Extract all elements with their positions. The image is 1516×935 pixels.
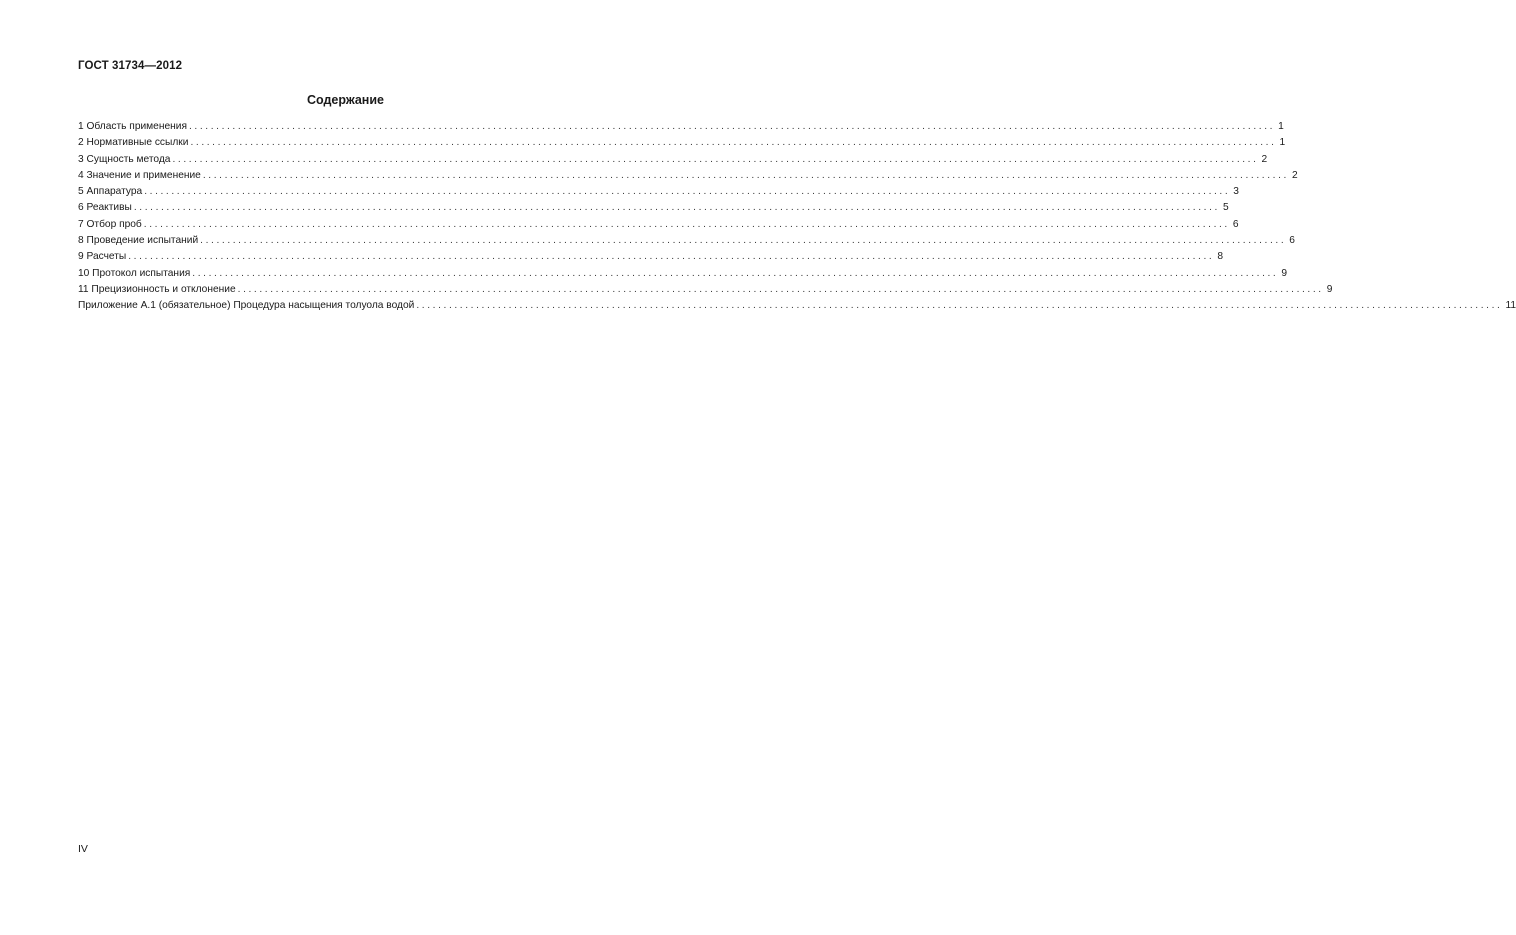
toc-entry[interactable] [78, 282, 1333, 298]
toc-entry-label: 6 Реактивы [78, 202, 132, 214]
toc-entry[interactable] [78, 217, 1239, 233]
toc-entry[interactable] [78, 135, 1286, 151]
toc-entry-page: 2 [1261, 153, 1268, 165]
toc-leader-dots: ........................................................................................................................................................................................................ [416, 300, 1503, 312]
toc-leader-dots: ........................................................................................................................................................................................................ [190, 137, 1277, 149]
toc-leader-dots: ........................................................................................................................................................................................................ [133, 202, 1220, 214]
toc-entry-page: 1 [1278, 121, 1284, 132]
toc-entry[interactable] [78, 168, 1298, 184]
toc-entry-page: 9 [1326, 283, 1333, 295]
toc-leader-dots: ........................................................................................................................................................................................................ [144, 186, 1231, 198]
toc-entry[interactable] [78, 152, 1268, 168]
toc-leader-dots: ........................................................................................................................................................................................................ [172, 153, 1259, 165]
toc-entry-label: 5 Аппаратура [78, 186, 143, 198]
toc-entry-label: 3 Сущность метода [78, 153, 171, 165]
toc-leader-dots: ........................................................................................................................................................................................................ [188, 121, 1276, 132]
toc-leader-dots: ........................................................................................................................................................................................................ [237, 283, 1324, 295]
toc-entry-page: 1 [1279, 137, 1286, 149]
toc-entry-page: 2 [1291, 169, 1298, 181]
toc-title: Содержание [306, 93, 384, 107]
table-of-contents [78, 119, 1516, 315]
toc-entry-label: Приложение А.1 (обязательное) Процедура насыщения толуола водой [78, 300, 415, 312]
toc-entry-page: 11 [1505, 300, 1516, 312]
toc-entry-label: 7 Отбор проб [78, 218, 142, 230]
toc-entry-page: 6 [1289, 235, 1295, 247]
toc-entry-page: 3 [1233, 186, 1239, 198]
toc-leader-dots: ........................................................................................................................................................................................................ [128, 251, 1215, 263]
toc-entry[interactable] [78, 119, 1284, 135]
toc-leader-dots: ........................................................................................................................................................................................................ [202, 169, 1289, 181]
toc-entry[interactable] [78, 298, 1516, 314]
toc-entry-page: 6 [1232, 218, 1239, 230]
toc-entry-page: 8 [1217, 251, 1223, 263]
toc-entry-page: 5 [1222, 202, 1229, 214]
page-number: IV [78, 843, 88, 855]
toc-entry-label: 4 Значение и применение [78, 169, 201, 181]
toc-entry[interactable] [78, 233, 1295, 249]
toc-entry-label: 10 Протокол испытания [78, 267, 191, 279]
toc-entry-label: 11 Прецизионность и отклонение [78, 283, 236, 295]
toc-leader-dots: ........................................................................................................................................................................................................ [143, 218, 1230, 230]
toc-entry[interactable] [78, 200, 1229, 216]
toc-entry[interactable] [78, 249, 1223, 265]
toc-entry[interactable] [78, 184, 1239, 200]
toc-entry-label: 9 Расчеты [78, 251, 127, 263]
toc-entry-label: 2 Нормативные ссылки [78, 137, 189, 149]
toc-entry-label: 8 Проведение испытаний [78, 235, 199, 247]
document-header: ГОСТ 31734—2012 [78, 60, 183, 72]
toc-leader-dots: ........................................................................................................................................................................................................ [200, 235, 1287, 247]
toc-entry[interactable] [78, 266, 1288, 282]
toc-leader-dots: ........................................................................................................................................................................................................ [192, 267, 1279, 279]
toc-entry-label: 1 Область применения [78, 121, 187, 132]
toc-entry-page: 9 [1281, 267, 1288, 279]
